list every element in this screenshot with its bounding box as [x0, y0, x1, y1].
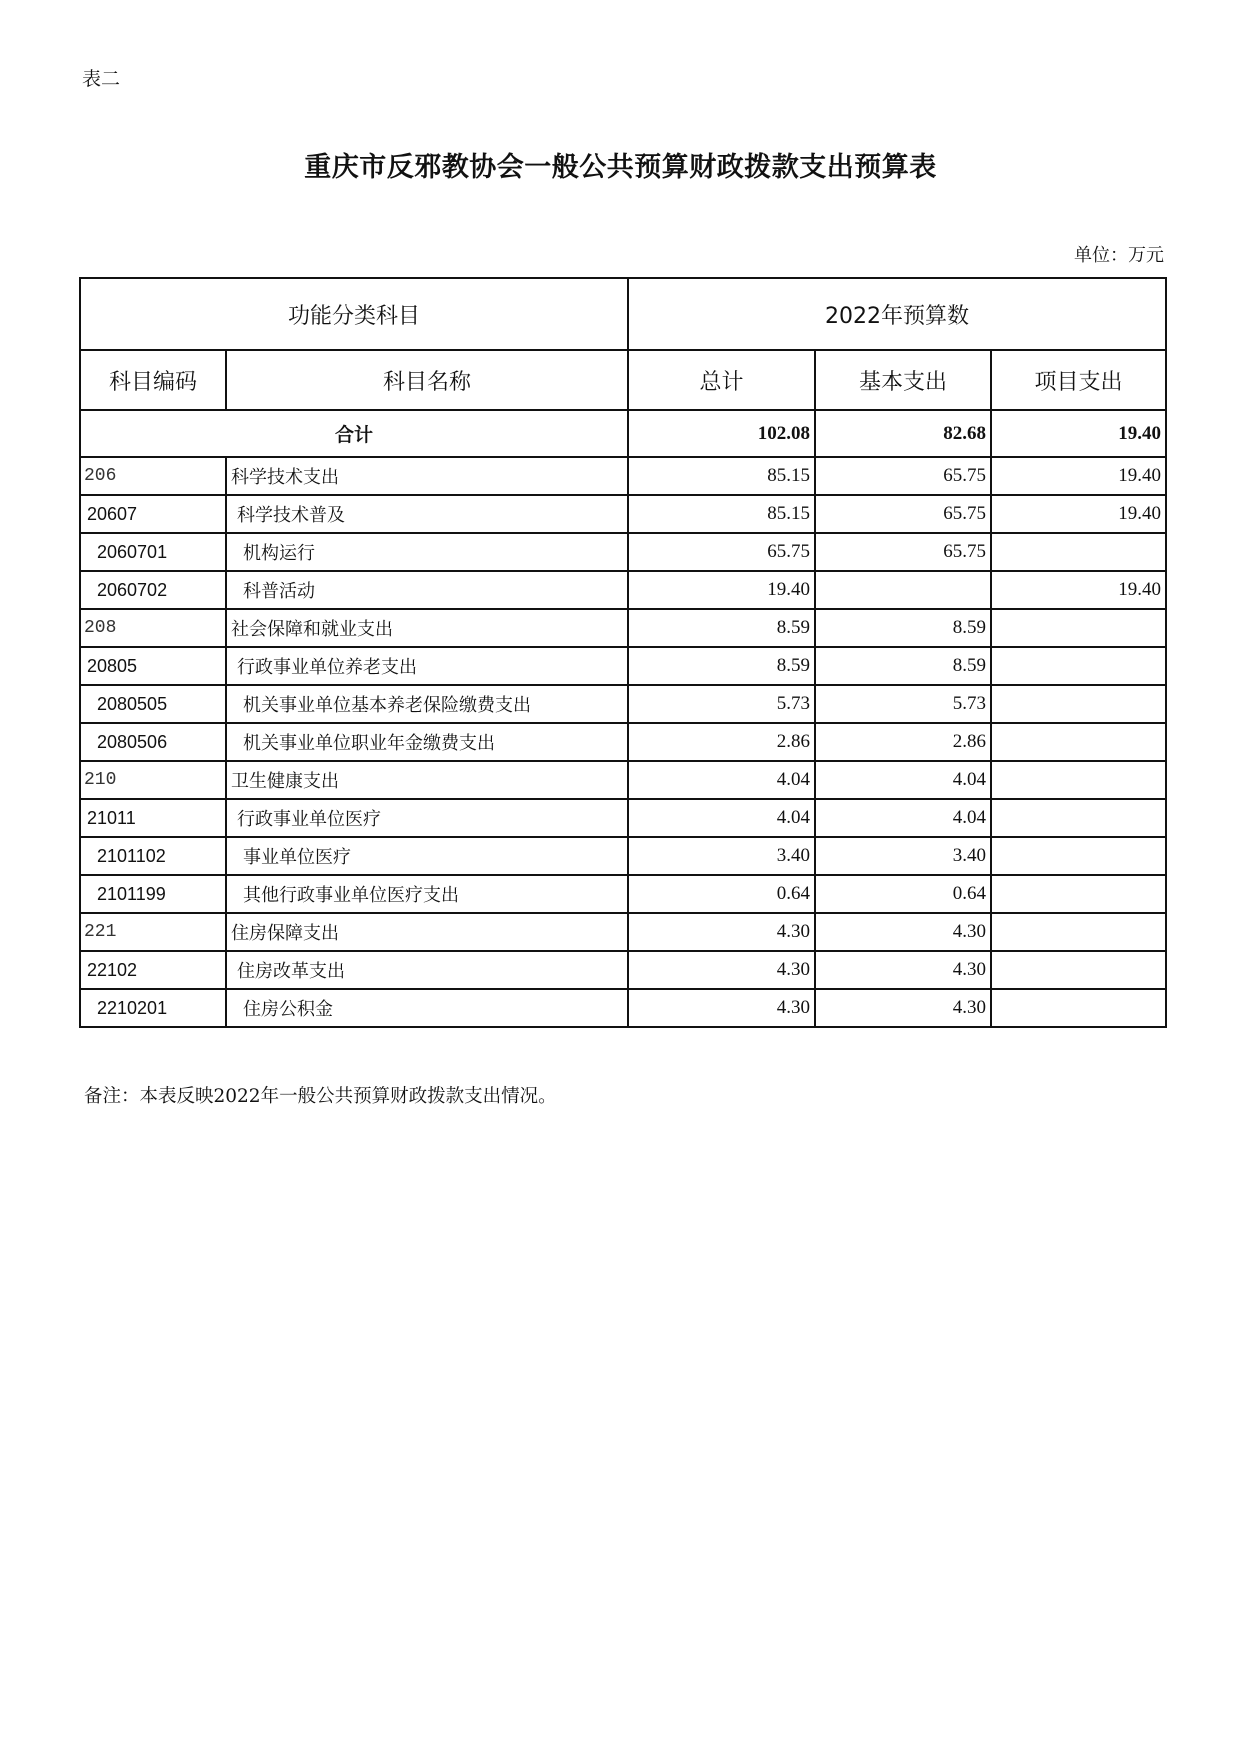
row-basic: 4.04 — [815, 761, 991, 799]
row-code: 221 — [80, 913, 226, 951]
row-total: 4.30 — [628, 913, 815, 951]
header-budget-year: 2022年预算数 — [628, 278, 1166, 350]
header-total: 总计 — [628, 350, 815, 410]
row-total: 8.59 — [628, 647, 815, 685]
row-name: 机关事业单位基本养老保险缴费支出 — [226, 685, 628, 723]
header-project: 项目支出 — [991, 350, 1166, 410]
row-basic: 4.30 — [815, 913, 991, 951]
row-code: 206 — [80, 457, 226, 495]
row-total: 65.75 — [628, 533, 815, 571]
row-basic: 3.40 — [815, 837, 991, 875]
row-code: 2060702 — [80, 571, 226, 609]
row-code: 208 — [80, 609, 226, 647]
row-total: 4.30 — [628, 989, 815, 1027]
row-basic: 5.73 — [815, 685, 991, 723]
header-code: 科目编码 — [80, 350, 226, 410]
row-basic: 4.30 — [815, 989, 991, 1027]
table-row — [80, 609, 1166, 647]
row-code: 20607 — [80, 495, 226, 533]
row-code: 2210201 — [80, 989, 226, 1027]
row-project — [991, 723, 1166, 761]
row-project: 19.40 — [991, 457, 1166, 495]
table-row — [80, 875, 1166, 913]
row-project: 19.40 — [991, 571, 1166, 609]
row-name: 科学技术支出 — [226, 457, 628, 495]
row-total: 5.73 — [628, 685, 815, 723]
row-total: 85.15 — [628, 495, 815, 533]
table-row — [80, 457, 1166, 495]
table-row — [80, 913, 1166, 951]
table-row — [80, 837, 1166, 875]
row-basic: 65.75 — [815, 533, 991, 571]
table-row — [80, 685, 1166, 723]
row-name: 卫生健康支出 — [226, 761, 628, 799]
row-total: 4.04 — [628, 799, 815, 837]
table-label: 表二 — [82, 68, 121, 90]
table-row — [80, 571, 1166, 609]
row-basic: 65.75 — [815, 457, 991, 495]
row-basic: 8.59 — [815, 647, 991, 685]
row-code: 2080505 — [80, 685, 226, 723]
row-code: 210 — [80, 761, 226, 799]
row-name: 其他行政事业单位医疗支出 — [226, 875, 628, 913]
row-basic: 4.04 — [815, 799, 991, 837]
header-category: 功能分类科目 — [80, 278, 628, 350]
row-code: 2060701 — [80, 533, 226, 571]
row-code: 21011 — [80, 799, 226, 837]
sum-basic: 82.68 — [815, 410, 991, 457]
header-name: 科目名称 — [226, 350, 628, 410]
row-project — [991, 647, 1166, 685]
row-code: 22102 — [80, 951, 226, 989]
row-total: 0.64 — [628, 875, 815, 913]
row-project — [991, 837, 1166, 875]
sum-total: 102.08 — [628, 410, 815, 457]
row-name: 住房公积金 — [226, 989, 628, 1027]
footnote: 备注：本表反映2022年一般公共预算财政拨款支出情况。 — [84, 1086, 557, 1107]
table-row — [80, 723, 1166, 761]
row-name: 科普活动 — [226, 571, 628, 609]
row-code: 2101102 — [80, 837, 226, 875]
unit-label: 单位：万元 — [1074, 245, 1164, 266]
row-name: 住房改革支出 — [226, 951, 628, 989]
row-code: 2080506 — [80, 723, 226, 761]
header-row-1 — [80, 278, 1166, 350]
row-project — [991, 913, 1166, 951]
row-code: 20805 — [80, 647, 226, 685]
row-project — [991, 799, 1166, 837]
table-row — [80, 533, 1166, 571]
row-project — [991, 951, 1166, 989]
table-row — [80, 799, 1166, 837]
row-project — [991, 989, 1166, 1027]
row-project — [991, 875, 1166, 913]
row-total: 85.15 — [628, 457, 815, 495]
row-project — [991, 685, 1166, 723]
row-name: 社会保障和就业支出 — [226, 609, 628, 647]
table-row — [80, 761, 1166, 799]
row-name: 科学技术普及 — [226, 495, 628, 533]
row-basic: 2.86 — [815, 723, 991, 761]
row-basic — [815, 571, 991, 609]
row-project — [991, 533, 1166, 571]
sum-label: 合计 — [80, 410, 628, 457]
row-project — [991, 761, 1166, 799]
row-total: 8.59 — [628, 609, 815, 647]
row-basic: 0.64 — [815, 875, 991, 913]
header-row-2 — [80, 350, 1166, 410]
row-total: 3.40 — [628, 837, 815, 875]
row-basic: 65.75 — [815, 495, 991, 533]
sum-project: 19.40 — [991, 410, 1166, 457]
page-title: 重庆市反邪教协会一般公共预算财政拨款支出预算表 — [304, 152, 937, 183]
table-row — [80, 951, 1166, 989]
row-name: 行政事业单位养老支出 — [226, 647, 628, 685]
row-basic: 8.59 — [815, 609, 991, 647]
row-project: 19.40 — [991, 495, 1166, 533]
row-code: 2101199 — [80, 875, 226, 913]
header-basic: 基本支出 — [815, 350, 991, 410]
row-total: 2.86 — [628, 723, 815, 761]
row-project — [991, 609, 1166, 647]
row-name: 住房保障支出 — [226, 913, 628, 951]
row-total: 19.40 — [628, 571, 815, 609]
row-name: 机构运行 — [226, 533, 628, 571]
row-name: 行政事业单位医疗 — [226, 799, 628, 837]
row-basic: 4.30 — [815, 951, 991, 989]
table-row — [80, 647, 1166, 685]
budget-table — [79, 277, 1167, 1028]
row-name: 机关事业单位职业年金缴费支出 — [226, 723, 628, 761]
row-total: 4.30 — [628, 951, 815, 989]
row-name: 事业单位医疗 — [226, 837, 628, 875]
row-total: 4.04 — [628, 761, 815, 799]
table-row — [80, 989, 1166, 1027]
sum-row — [80, 410, 1166, 457]
table-row — [80, 495, 1166, 533]
